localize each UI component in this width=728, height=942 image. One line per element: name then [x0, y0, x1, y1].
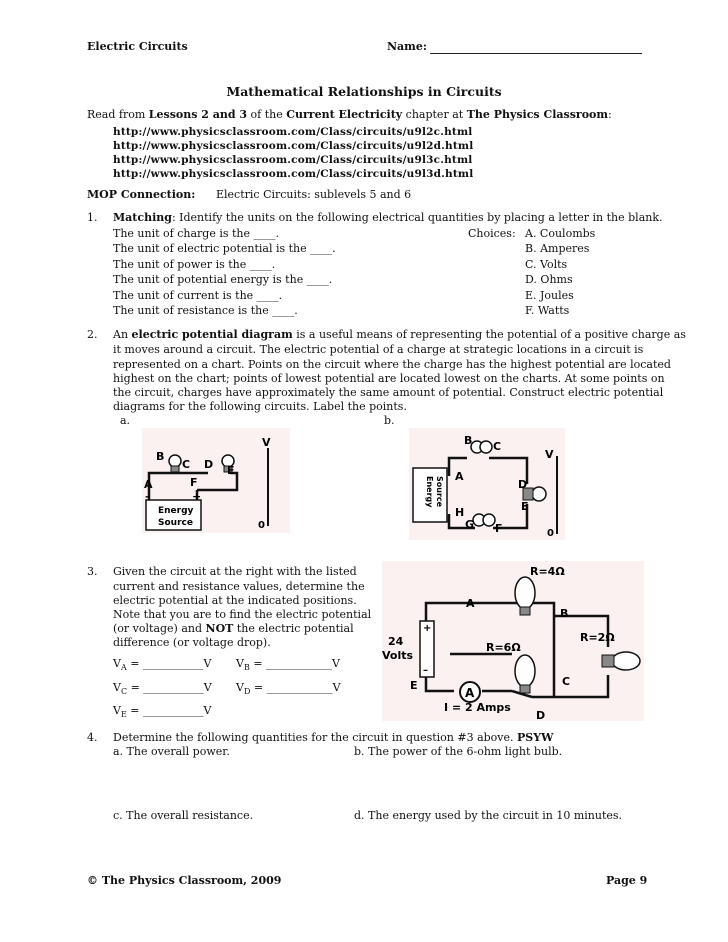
choice-b: B. Amperes [525, 242, 590, 255]
q2-line-5: the circuit, charges have approximately the same amount of potential. Construct electric potential [113, 386, 664, 399]
fig2b-label-b: B [464, 434, 473, 447]
q4-part-d: d. The energy used by the circuit in 10 minutes. [354, 809, 623, 822]
header-title: Electric Circuits [87, 40, 188, 53]
figure-2a [142, 428, 290, 533]
battery-plus: + [423, 623, 432, 634]
q2-line-6: diagrams for the following circuits. Label the points. [113, 400, 407, 413]
answer-vc[interactable]: $V_C$ = ___________V [113, 681, 212, 697]
q3-number: 3. [87, 565, 98, 578]
q2-line-2: it moves around a circuit. The electric potential of a charge at strategic locations in a circuit is [113, 343, 644, 356]
page-title: Mathematical Relationships in Circuits [226, 84, 502, 99]
label-r2: R=2Ω [580, 631, 615, 644]
q3-line-1: Given the circuit at the right with the listed [113, 565, 357, 578]
q2-part-b-label: b. [384, 414, 395, 427]
q4-number: 4. [87, 731, 98, 744]
figure-3-circuit [382, 561, 644, 721]
fig2b-label-a: A [455, 470, 464, 483]
label-r6: R=6Ω [486, 641, 521, 654]
fig2b-label-d: D [518, 478, 528, 491]
q2-line-4: highest on the chart; points of lowest potential are located lowest on the charts. At some points on [113, 372, 665, 385]
fig2a-plus: + [192, 490, 202, 503]
footer-page-number: Page 9 [606, 874, 648, 887]
label-current: I = 2 Amps [444, 701, 511, 714]
fig2b-label-f: F [495, 522, 503, 535]
q1-item-power: The unit of power is the ____. [113, 258, 276, 271]
fig2a-label-d: D [204, 458, 214, 471]
q4-part-b: b. The power of the 6-ohm light bulb. [354, 745, 563, 758]
point-a: A [466, 597, 475, 610]
answer-vd[interactable]: $V_D$ = ____________V [236, 681, 341, 697]
answer-va[interactable]: $V_A$ = ___________V [113, 657, 212, 673]
fig2a-label-e: E [227, 464, 235, 477]
link-u9l3c[interactable]: http://www.physicsclassroom.com/Class/circuits/u9l3c.html [113, 154, 473, 166]
figure-2b [409, 428, 565, 540]
fig2b-label-h: H [455, 506, 465, 519]
answer-ve[interactable]: $V_E$ = ___________V [113, 704, 212, 720]
choice-e: E. Joules [525, 289, 574, 302]
q1-item-current: The unit of current is the ____. [113, 289, 283, 302]
fig2a-label-b: B [156, 450, 165, 463]
link-u9l3d[interactable]: http://www.physicsclassroom.com/Class/circuits/u9l3d.html [113, 168, 474, 180]
fig2b-v-axis: V [545, 448, 554, 461]
q3-line-2: current and resistance values, determine the [113, 580, 365, 593]
fig2b-label-e: E [521, 500, 529, 513]
q2-part-a-label: a. [120, 414, 131, 427]
q2-line-3: represented on a chart. Points on the circuit where the charge has the highest potential are located [113, 358, 671, 371]
mop-label: MOP Connection: [87, 188, 196, 201]
choice-d: D. Ohms [525, 273, 573, 286]
label-volts: Volts [382, 649, 414, 662]
point-e: E [410, 679, 418, 692]
name-label: Name: [387, 40, 427, 53]
mop-text: Electric Circuits: sublevels 5 and 6 [216, 188, 412, 201]
label-r4: R=4Ω [530, 565, 565, 578]
choices-label: Choices: [468, 227, 516, 240]
q1-item-potential: The unit of electric potential is the ____. [113, 242, 336, 255]
answer-vb[interactable]: $V_B$ = ____________V [236, 657, 340, 673]
q1-prompt: Matching: Identify the units on the following electrical quantities by placing a letter in the blank. [113, 211, 663, 224]
q4-part-c: c. The overall resistance. [113, 809, 254, 822]
fig2a-label-a: A [144, 478, 153, 491]
point-c: C [562, 675, 571, 688]
fig2b-src1: Energy [425, 476, 434, 508]
q2-line-1: An electric potential diagram is a useful means of representing the potential of a positive charge as [113, 328, 686, 341]
link-u9l2d[interactable]: http://www.physicsclassroom.com/Class/circuits/u9l2d.html [113, 140, 474, 152]
q1-item-resistance: The unit of resistance is the ____. [113, 304, 298, 317]
choice-c: C. Volts [525, 258, 568, 271]
point-b: B [560, 607, 569, 620]
q1-number: 1. [87, 211, 98, 224]
fig2a-src2: Source [158, 518, 193, 528]
q4-part-a: a. The overall power. [113, 745, 230, 758]
q4-prompt: Determine the following quantities for the circuit in question #3 above. PSYW [113, 731, 554, 744]
choice-f: F. Watts [525, 304, 570, 317]
intro-text: Read from Lessons 2 and 3 of the Current Electricity chapter at The Physics Classroom: [87, 108, 612, 121]
name-blank[interactable] [430, 53, 642, 54]
battery-minus: – [423, 665, 428, 676]
q3-line-3: electric potential at the indicated positions. [113, 594, 357, 607]
fig2a-src1: Energy [158, 506, 194, 516]
q1-item-energy: The unit of potential energy is the ____. [113, 273, 333, 286]
fig2b-label-g: G [465, 518, 475, 531]
fig2a-v-axis: V [262, 436, 271, 449]
q3-line-4: Note that you are to find the electric potential [113, 608, 372, 621]
q3-line-5: (or voltage) and NOT the electric potential [113, 622, 354, 635]
point-d: D [536, 709, 546, 721]
link-u9l2c[interactable]: http://www.physicsclassroom.com/Class/circuits/u9l2c.html [113, 126, 473, 138]
label-24: 24 [388, 635, 404, 648]
ammeter-label: A [465, 686, 475, 700]
fig2b-label-c: C [493, 440, 502, 453]
fig2a-minus: – [145, 490, 151, 503]
fig2b-src2: Source [435, 476, 444, 508]
q2-number: 2. [87, 328, 98, 341]
fig2a-label-c: C [182, 458, 191, 471]
fig2b-zero: 0 [547, 528, 554, 539]
choice-a: A. Coulombs [525, 227, 596, 240]
q1-item-charge: The unit of charge is the ____. [113, 227, 279, 240]
fig2a-label-f: F [190, 476, 198, 489]
q3-line-6: difference (or voltage drop). [113, 636, 271, 649]
fig2a-zero: 0 [258, 520, 265, 531]
footer-copyright: © The Physics Classroom, 2009 [87, 874, 282, 887]
